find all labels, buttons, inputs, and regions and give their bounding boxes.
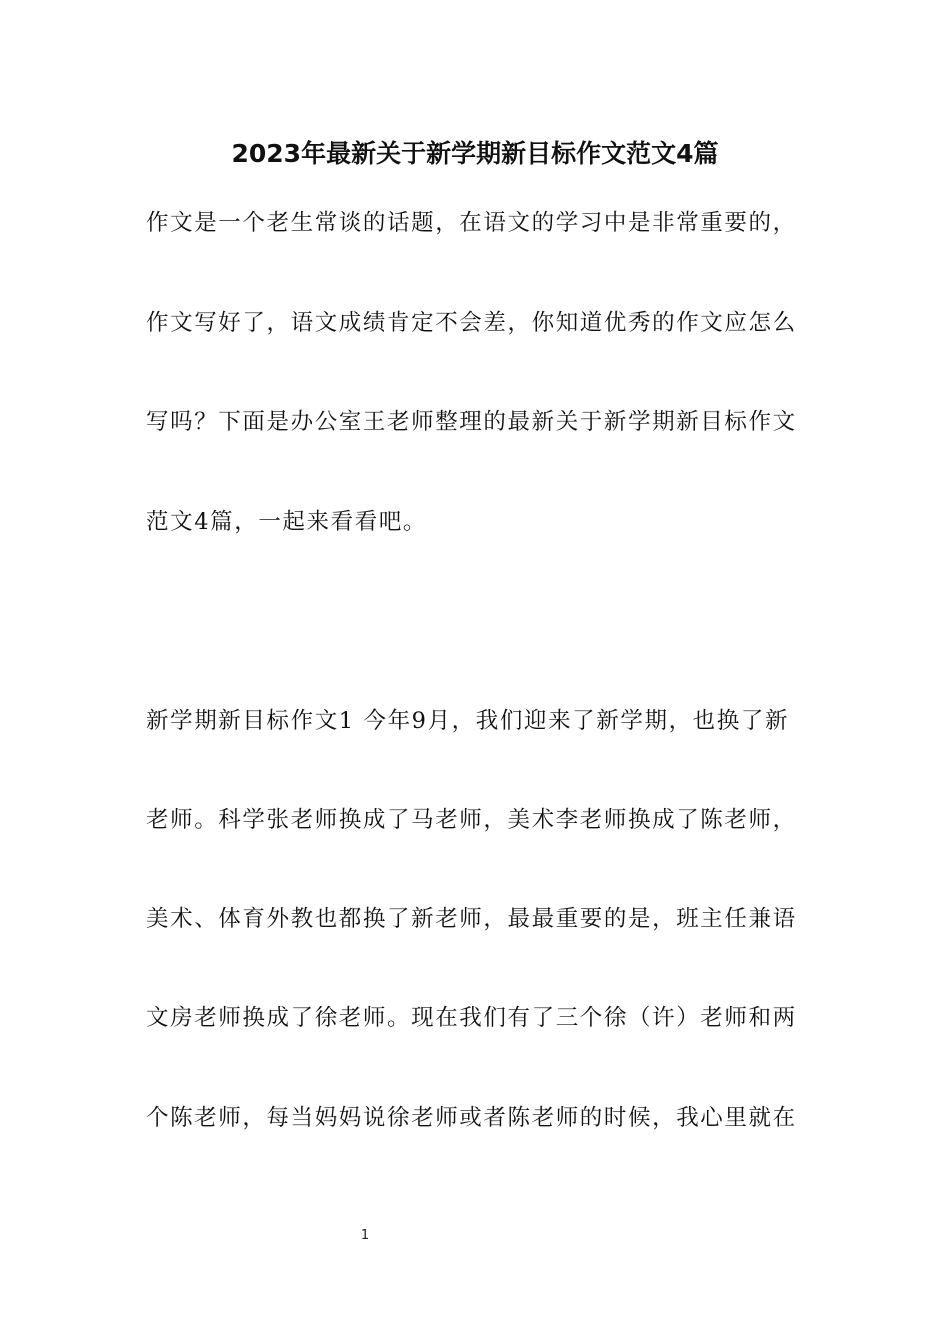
essay-line: 老师。科学张老师换成了马老师，美术李老师换成了陈老师， xyxy=(146,807,797,833)
intro-line: 写吗？下面是办公室王老师整理的最新关于新学期新目标作文 xyxy=(146,409,797,435)
essay-line: 新学期新目标作文1 今年9月，我们迎来了新学期，也换了新 xyxy=(146,708,790,734)
intro-line: 作文写好了，语文成绩肯定不会差，你知道优秀的作文应怎么 xyxy=(146,310,797,336)
document-title: 2023年最新关于新学期新目标作文范文4篇 xyxy=(231,139,719,168)
essay-line: 个陈老师，每当妈妈说徐老师或者陈老师的时候，我心里就在 xyxy=(146,1105,797,1131)
page-number: 1 xyxy=(360,1228,370,1243)
intro-line: 作文是一个老生常谈的话题，在语文的学习中是非常重要的， xyxy=(146,210,797,236)
intro-line: 范文4篇，一起来看看吧。 xyxy=(146,509,428,535)
essay-line: 文房老师换成了徐老师。现在我们有了三个徐（许）老师和两 xyxy=(146,1005,797,1031)
essay-line: 美术、体育外教也都换了新老师，最最重要的是，班主任兼语 xyxy=(146,906,797,932)
